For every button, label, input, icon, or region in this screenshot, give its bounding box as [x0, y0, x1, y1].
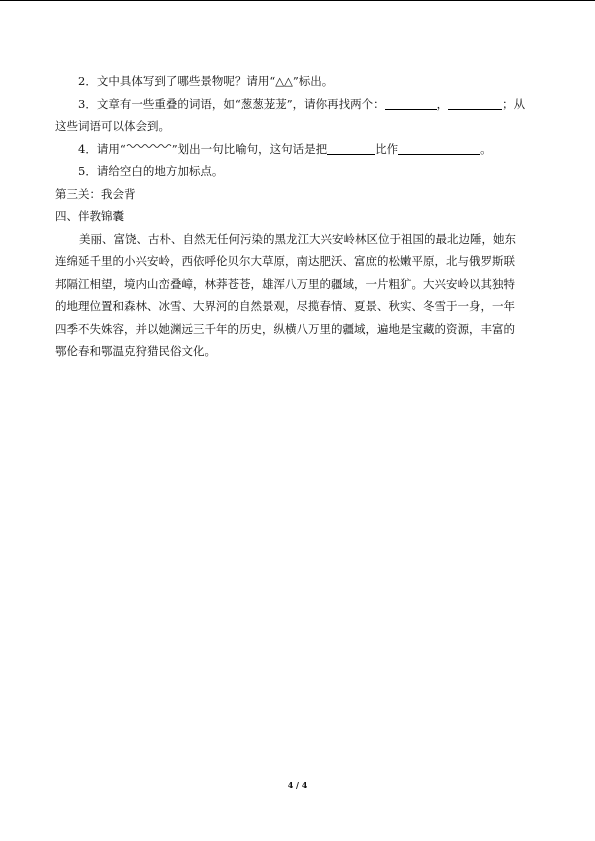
wavy-underline-icon: [126, 142, 172, 150]
question-3-tail: ；从: [502, 96, 526, 111]
question-5: 5．请给空白的地方加标点。: [78, 164, 224, 178]
question-3-continued: 这些词语可以体会到。: [55, 119, 170, 133]
question-2: 2．文中具体写到了哪些景物呢？请用“△△”标出。: [78, 74, 334, 88]
answer-blank-2[interactable]: [448, 96, 502, 110]
section-3-title: 第三关：我会背: [55, 186, 136, 201]
passage-line: 四季不失姝容，并以她渊远三千年的历史，纵横八万里的疆域，遍地是宝藏的资源，丰富的: [55, 321, 515, 336]
answer-blank-3[interactable]: [327, 141, 375, 155]
question-4-text-4: 。: [480, 141, 492, 156]
passage-line: 鄂伦春和鄂温克狩猎民俗文化。: [55, 344, 216, 358]
top-rule: [0, 0, 595, 1]
answer-blank-1[interactable]: [385, 96, 437, 110]
page-number: 4 / 4: [287, 780, 308, 790]
question-3-sep: ，: [436, 96, 449, 111]
question-4-text-2: ”划出一句比喻句，这句话是把: [171, 141, 328, 156]
question-4-text-3: 比作: [375, 141, 399, 156]
question-3: [55, 93, 545, 116]
answer-blank-4[interactable]: [398, 141, 480, 155]
passage-line: 连绵延千里的小兴安岭，西依呼伦贝尔大草原，南达肥沃、富庶的松嫩平原，北与俄罗斯联: [55, 254, 515, 268]
question-4-text: 4．请用“: [78, 141, 126, 156]
question-4: [55, 138, 545, 161]
passage-line: 美丽、富饶、古朴、自然无任何污染的黑龙江大兴安岭林区位于祖国的最北边陲，她东: [79, 231, 516, 246]
section-4-title: 四、伴教锦囊: [55, 209, 124, 223]
page-content: [55, 70, 545, 363]
passage-line: 的地理位置和森林、冰雪、大界河的自然景观，尽揽春情、夏景、秋实、冬雪于一身，一年: [55, 299, 515, 313]
passage-line: 邦隔江相望，境内山峦叠嶂，林莽苍苍，雄浑八万里的疆域，一片粗犷。大兴安岭以其独特: [55, 276, 515, 291]
question-3-text: 3．文章有一些重叠的词语，如“葱葱茏茏”，请你再找两个：: [78, 96, 385, 111]
